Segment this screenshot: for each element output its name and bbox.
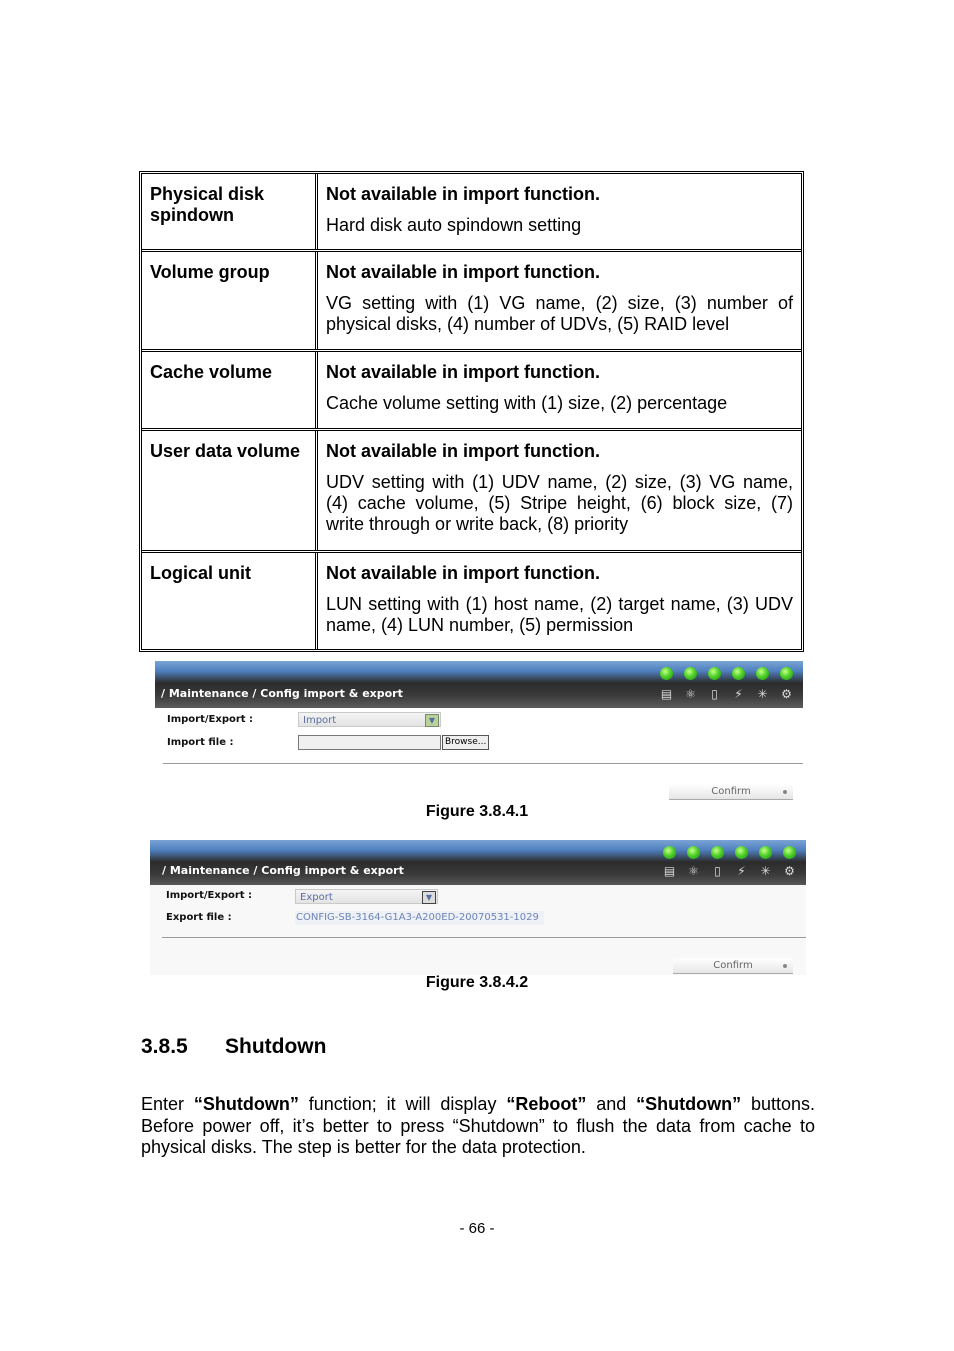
status-led-icon <box>660 667 673 680</box>
row-note: Not available in import function. <box>326 563 601 583</box>
settings-table <box>139 171 804 652</box>
browse-button[interactable]: Browse... <box>442 735 489 750</box>
paragraph-bold: “Shutdown” <box>636 1094 742 1114</box>
ups-icon[interactable]: ⚙ <box>781 687 792 701</box>
paragraph-text: buttons. Before power off, it’s better to press “Shutdown” to flush the data from cache to physical disks. The step is better for the data protection. <box>141 1094 816 1157</box>
section-heading <box>141 1035 326 1059</box>
section-paragraph <box>141 1094 815 1159</box>
row-name: User data volume <box>142 431 318 550</box>
chevron-down-icon: ▼ <box>422 891 436 904</box>
status-led-icon <box>684 667 697 680</box>
figure-caption: Figure 3.8.4.1 <box>425 803 529 820</box>
import-export-label: Import/Export : <box>167 714 254 725</box>
breadcrumb: / Maintenance / Config import & export <box>161 687 403 700</box>
chevron-down-icon: ▼ <box>425 714 439 727</box>
row-name: Cache volume <box>142 352 318 428</box>
status-leds <box>663 846 796 859</box>
disk-icon[interactable]: ▤ <box>663 864 676 878</box>
voltage-icon[interactable]: ⚡ <box>737 864 746 878</box>
export-file-value: CONFIG-SB-3164-G1A3-A200ED-20070531-1029 <box>295 911 544 925</box>
ups-icon[interactable]: ⚙ <box>784 864 795 878</box>
status-led-icon <box>732 667 745 680</box>
export-file-label: Export file : <box>166 912 232 923</box>
fan-icon[interactable]: ✳ <box>760 864 771 878</box>
select-value: Import <box>303 715 337 726</box>
status-led-icon <box>687 846 700 859</box>
row-note: Not available in import function. <box>326 441 601 461</box>
power-supply-icon[interactable]: ▯ <box>714 864 721 878</box>
dot-icon <box>783 964 787 968</box>
row-description: UDV setting with (1) UDV name, (2) size, (3) VG name, (4) cache volume, (5) Stripe height, (6) block size, (7) write through or write back, (8) priority <box>326 472 793 534</box>
row-description: Cache volume setting with (1) size, (2) percentage <box>326 393 728 413</box>
voltage-icon[interactable]: ⚡ <box>734 687 743 701</box>
row-name: Logical unit <box>142 553 318 649</box>
row-note: Not available in import function. <box>326 362 601 382</box>
import-file-input[interactable] <box>298 735 441 750</box>
import-screenshot <box>155 661 803 801</box>
paragraph-text: Enter <box>141 1094 194 1114</box>
paragraph-bold: “Reboot” <box>506 1094 587 1114</box>
status-led-icon <box>780 667 793 680</box>
import-export-label: Import/Export : <box>166 890 253 901</box>
select-value: Export <box>300 892 333 903</box>
temperature-icon[interactable]: ⚛ <box>685 687 696 701</box>
dot-icon <box>783 790 787 794</box>
row-description: LUN setting with (1) host name, (2) target name, (3) UDV name, (4) LUN number, (5) permission <box>326 594 793 635</box>
status-led-icon <box>708 667 721 680</box>
disk-icon[interactable]: ▤ <box>660 687 673 701</box>
paragraph-text: function; it will display <box>298 1094 507 1114</box>
form-body <box>150 885 806 975</box>
row-name: Physical disk spindown <box>142 174 318 249</box>
row-description: Hard disk auto spindown setting <box>326 215 582 235</box>
row-content <box>318 431 801 550</box>
table-row <box>142 349 801 428</box>
form-body <box>155 708 803 801</box>
section-number: 3.8.5 <box>141 1035 188 1058</box>
status-led-icon <box>663 846 676 859</box>
row-description: VG setting with (1) VG name, (2) size, (3) number of physical disks, (4) number of UDVs, (5) RAID level <box>326 293 793 334</box>
status-led-icon <box>711 846 724 859</box>
power-supply-icon[interactable]: ▯ <box>711 687 718 701</box>
section-title: Shutdown <box>225 1035 327 1058</box>
header-icons <box>663 864 796 879</box>
table-row <box>142 428 801 550</box>
confirm-label: Confirm <box>713 960 753 971</box>
table-row <box>142 550 801 649</box>
confirm-button[interactable] <box>673 958 793 974</box>
row-content <box>318 252 801 349</box>
export-screenshot <box>150 840 806 975</box>
status-led-icon <box>759 846 772 859</box>
ui-header <box>155 661 803 708</box>
table-row <box>142 249 801 349</box>
page-number: - 66 - <box>459 1220 495 1237</box>
table-row <box>142 174 801 249</box>
import-export-select[interactable] <box>295 889 438 904</box>
ui-header <box>150 840 806 885</box>
status-led-icon <box>756 667 769 680</box>
figure-caption: Figure 3.8.4.2 <box>425 974 529 991</box>
breadcrumb: / Maintenance / Config import & export <box>162 864 404 877</box>
fan-icon[interactable]: ✳ <box>757 687 768 701</box>
header-icons <box>660 687 793 702</box>
confirm-label: Confirm <box>711 786 751 797</box>
import-export-select[interactable] <box>298 712 441 727</box>
row-content <box>318 553 801 649</box>
paragraph-text: and <box>586 1094 637 1114</box>
confirm-button[interactable] <box>669 784 793 800</box>
row-note: Not available in import function. <box>326 184 601 204</box>
row-note: Not available in import function. <box>326 262 601 282</box>
paragraph-bold: “Shutdown” <box>193 1094 299 1114</box>
status-leds <box>660 667 793 680</box>
status-led-icon <box>735 846 748 859</box>
import-file-label: Import file : <box>167 737 234 748</box>
status-led-icon <box>783 846 796 859</box>
row-content <box>318 352 801 428</box>
temperature-icon[interactable]: ⚛ <box>688 864 699 878</box>
row-content <box>318 174 801 249</box>
divider <box>162 937 806 938</box>
divider <box>163 763 803 764</box>
row-name: Volume group <box>142 252 318 349</box>
